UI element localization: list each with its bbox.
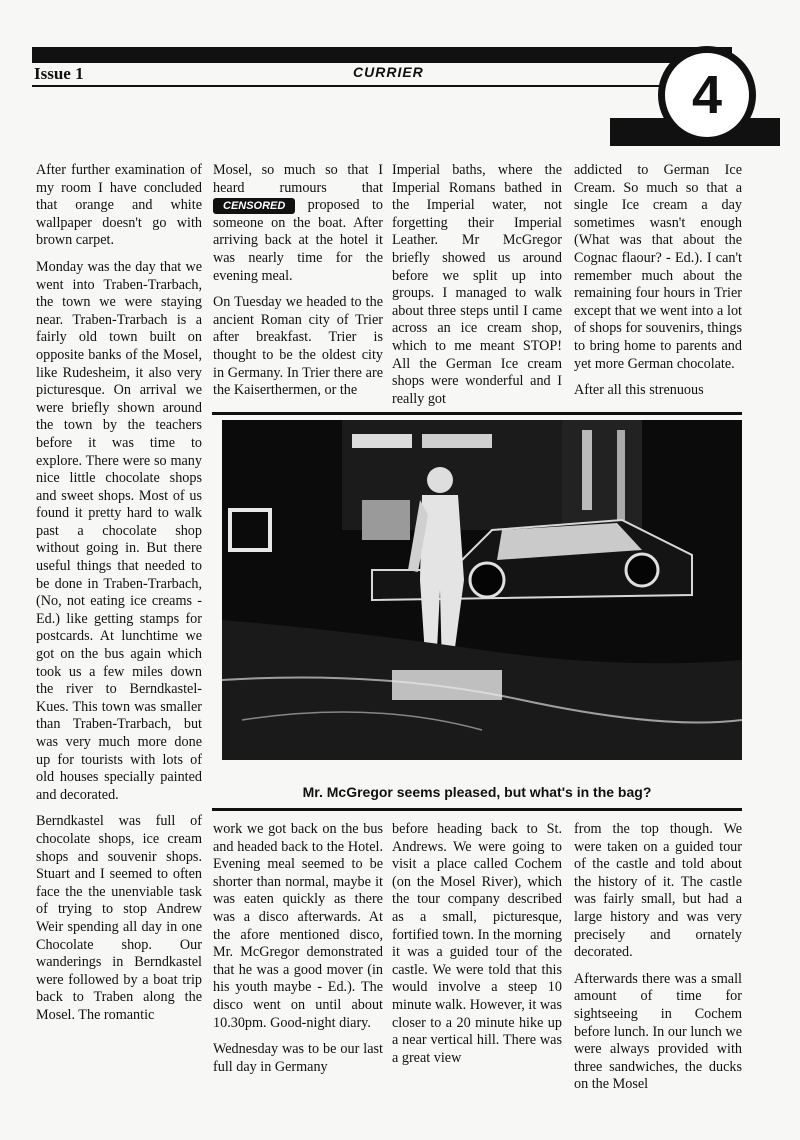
header-rule [32,85,722,87]
column-4-top [574,162,742,409]
newsletter-title: CURRIER [353,64,424,80]
paragraph: before heading back to St. Andrews. We were going to visit a place called Cochem (on the Mosel River), which the tour company described as a small, picturesque, fortified town. In the morning it was a guided tour of the castle. We were told that this would involve a steep 10 minute walk. However, it was closer to a 20 minute hike up a near vertical hill. There was a great view [392,821,562,1066]
paragraph: Imperial baths, where the Imperial Romans bathed in the Imperial water, not forgetting their Imperial Leather. Mr McGregor briefly showed us around before we split up into groups. I managed to walk about three steps until I came across an ice cream shop, which to me meant STOP! All the German Ice cream shops were wonderful and I really got [392,162,562,407]
paragraph: After further examination of my room I have concluded that orange and white wallpaper doesn't go with brown carpet. [36,162,202,249]
photo-caption: Mr. McGregor seems pleased, but what's in the bag? [302,784,652,800]
text-run: proposed to someone on the boat. After arriving back at the hotel it was nearly time for the evening meal. [213,197,383,284]
paragraph [213,162,383,285]
paragraph: Monday was the day that we went into Traben-Trarbach, the town we were staying near. Traben-Trarbach is a fairly old town built on opposite banks of the Mosel, like Rudesheim, it also very picturesque. On arrival we were briefly shown around the town by the teachers before it was time to explore. There were so many nice little chocolate shops and sweet shops. Most of us found it pretty hard to walk past a chocolate shop without going in. But there useful things that needed to be done in Traben-Trarbach, (No, not eating ice creams -Ed.) like getting stamps for postcards. At lunchtime we got on the bus again which took us a few miles down the river to Berndkastel-Kues. This town was smaller than Traben-Trarbach, but was very much more done up for tourists with lots of old houses specially painted and decorated. [36,258,202,803]
text-run: Mosel, so much so that I heard rumours that [213,162,383,196]
caption-rule [212,808,742,811]
paragraph: addicted to German Ice Cream. So much so that a single Ice cream a day sometimes wasn't enough (What was that about the Cognac flaour? - Ed.). I can't remember much about the remaining four hours in Trier except that we went into a lot of shops for souvenirs, things to bring home to parents and yet more German chocolate. [574,162,742,372]
paragraph: work we got back on the bus and headed back to the Hotel. Evening meal seemed to be shorter than normal, maybe it was eaten quickly as there was a disco afterwards. At the afore mentioned disco, Mr. McGregor demonstrated that he was a good mover (in his youth maybe - Ed.). The disco went on until about 10.30pm. Good-night diary. [213,821,383,1031]
paragraph: On Tuesday we headed to the ancient Roman city of Trier after breakfast. Trier is thought to be the oldest city in Germany. In Trier there are the Kaiserthermen, or the [213,294,383,399]
column-2-bottom [213,821,383,1085]
paragraph: Wednesday was to be our last full day in Germany [213,1041,383,1075]
issue-label: Issue 1 [34,64,84,83]
page-number-badge [658,46,756,144]
page-number: 4 [691,65,723,125]
paragraph: Afterwards there was a small amount of time for sightseeing in Cochem before lunch. In our lunch we were always provided with three sandwiches, the ducks on the Mosel [574,970,742,1093]
paragraph: from the top though. We were taken on a guided tour of the castle and told about the history of it. The castle was fairly small, but had a large history and was very precisely and ornately decorated. [574,821,742,961]
photo-top-rule [212,412,742,415]
column-3-bottom [392,821,562,1076]
photo [222,420,742,760]
header-bar [32,47,732,63]
column-3-top [392,162,562,417]
column-4-bottom [574,821,742,1103]
paragraph: Berndkastel was full of chocolate shops, ice cream shops and souvenir shops. Stuart and I seemed to often face the the unenviable task of trying to stop Andrew Weir spending all day in one Chocolate shop. Our wanderings in Berndkastel were followed by a boat trip back to Traben along the Mosel. The romantic [36,813,202,1023]
paragraph: After all this strenuous [574,382,704,399]
photo-illustration [222,420,742,760]
censored-stamp: CENSORED [213,198,295,214]
column-1 [36,162,202,1034]
column-2-top [213,162,383,409]
